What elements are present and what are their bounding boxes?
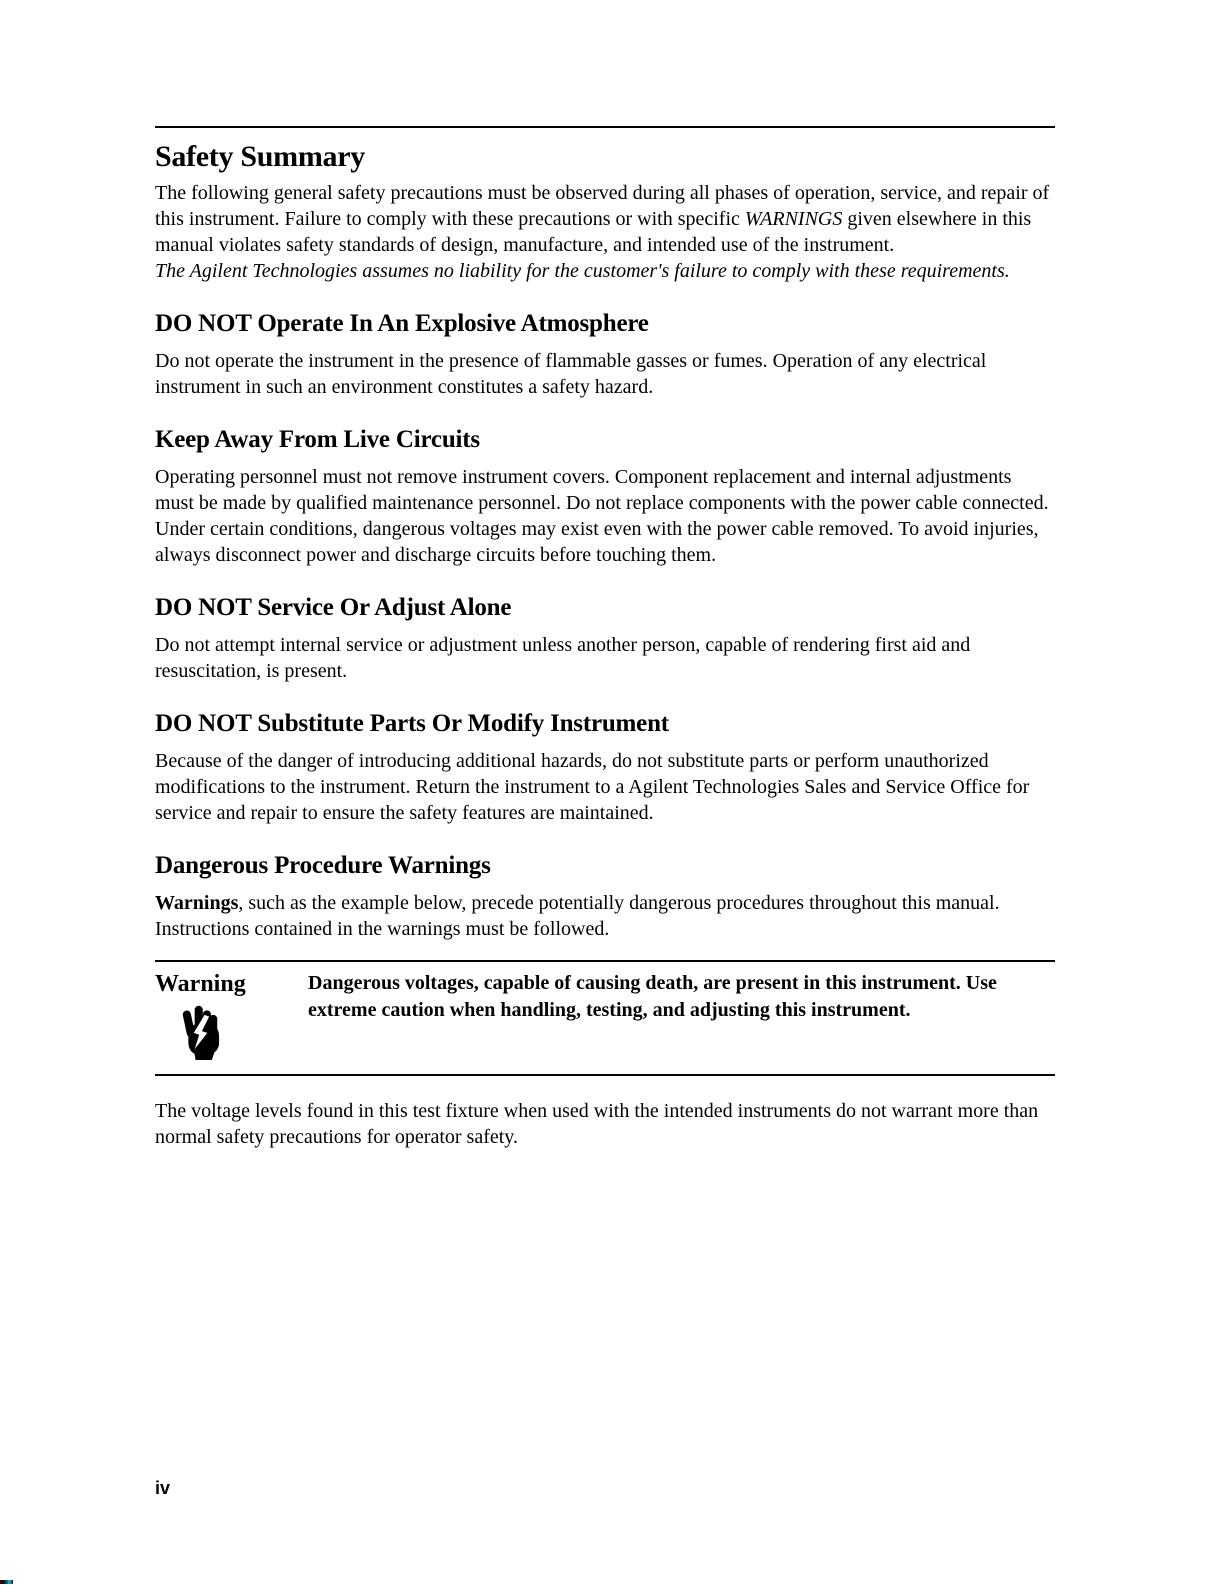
- liability-note: The Agilent Technologies assumes no liability for the customer's failure to comply with these requirements.: [155, 260, 1010, 282]
- procedure-warnings-rest: , such as the example below, precede potentially dangerous procedures throughout this manual. Instructions contained in the warnings must be followed.: [155, 892, 1000, 940]
- intro-after-text: given elsewhere in this manual violates safety standards of design, manufacture, and intended use of the instrument.: [155, 208, 1032, 256]
- page-content: [155, 0, 1055, 1150]
- section-body-procedure-warnings: [155, 890, 1055, 942]
- section-heading-procedure-warnings: Dangerous Procedure Warnings: [155, 852, 491, 879]
- section-heading-live-circuits: Keep Away From Live Circuits: [155, 426, 480, 453]
- intro-lead-text: The following general safety precautions must be observed during all phases of operation, service, and repair of this instrument. Failure to comply with these precautions or with specific: [155, 182, 1050, 230]
- section-procedure-warnings: [155, 852, 1055, 942]
- warnings-bold-word: Warnings: [155, 892, 239, 914]
- section-body-substitute-parts: Because of the danger of introducing additional hazards, do not substitute parts or perform unauthorized modifications to the instrument. Return the instrument to a Agilent Technologies Sales and Service Office for service and repair to ensure the safety features are maintained.: [155, 750, 1030, 824]
- section-service-alone: [155, 594, 1055, 684]
- scan-artifact-mark: [0, 1580, 13, 1584]
- warning-label: Warning: [155, 971, 246, 997]
- warning-box-left-column: [155, 970, 308, 1066]
- page-number: iv: [155, 1478, 171, 1498]
- section-heading-service-alone: DO NOT Service Or Adjust Alone: [155, 594, 512, 621]
- warning-text: Dangerous voltages, capable of causing death, are present in this instrument. Use extreme caution when handling, testing, and adjusting this instrument.: [308, 972, 997, 1021]
- section-explosive-atmosphere: [155, 310, 1055, 400]
- section-body-live-circuits: Operating personnel must not remove instrument covers. Component replacement and internal adjustments must be made by qualified maintenance personnel. Do not replace components with the power cable connected. Under certain conditions, dangerous voltages may exist even with the power cable removed. To avoid injuries, always disconnect power and discharge circuits before touching them.: [155, 466, 1049, 566]
- section-body-service-alone: Do not attempt internal service or adjustment unless another person, capable of rendering first aid and resuscitation, is present.: [155, 634, 971, 682]
- section-heading-explosive-atmosphere: DO NOT Operate In An Explosive Atmosphere: [155, 310, 649, 337]
- intro-paragraph: [155, 180, 1055, 258]
- warning-callout-box: [155, 960, 1055, 1076]
- closing-paragraph: The voltage levels found in this test fixture when used with the intended instruments do not warrant more than normal safety precautions for operator safety.: [155, 1100, 1039, 1148]
- section-heading-substitute-parts: DO NOT Substitute Parts Or Modify Instrument: [155, 710, 669, 737]
- page-title: Safety Summary: [155, 140, 365, 173]
- section-body-explosive-atmosphere: Do not operate the instrument in the presence of flammable gasses or fumes. Operation of any electrical instrument in such an environment constitutes a safety hazard.: [155, 350, 987, 398]
- section-live-circuits: [155, 426, 1055, 568]
- intro-warnings-italic: WARNINGS: [744, 208, 843, 230]
- hand-lightning-icon: [181, 1004, 221, 1060]
- top-divider-rule: [155, 126, 1055, 128]
- section-substitute-parts: [155, 710, 1055, 826]
